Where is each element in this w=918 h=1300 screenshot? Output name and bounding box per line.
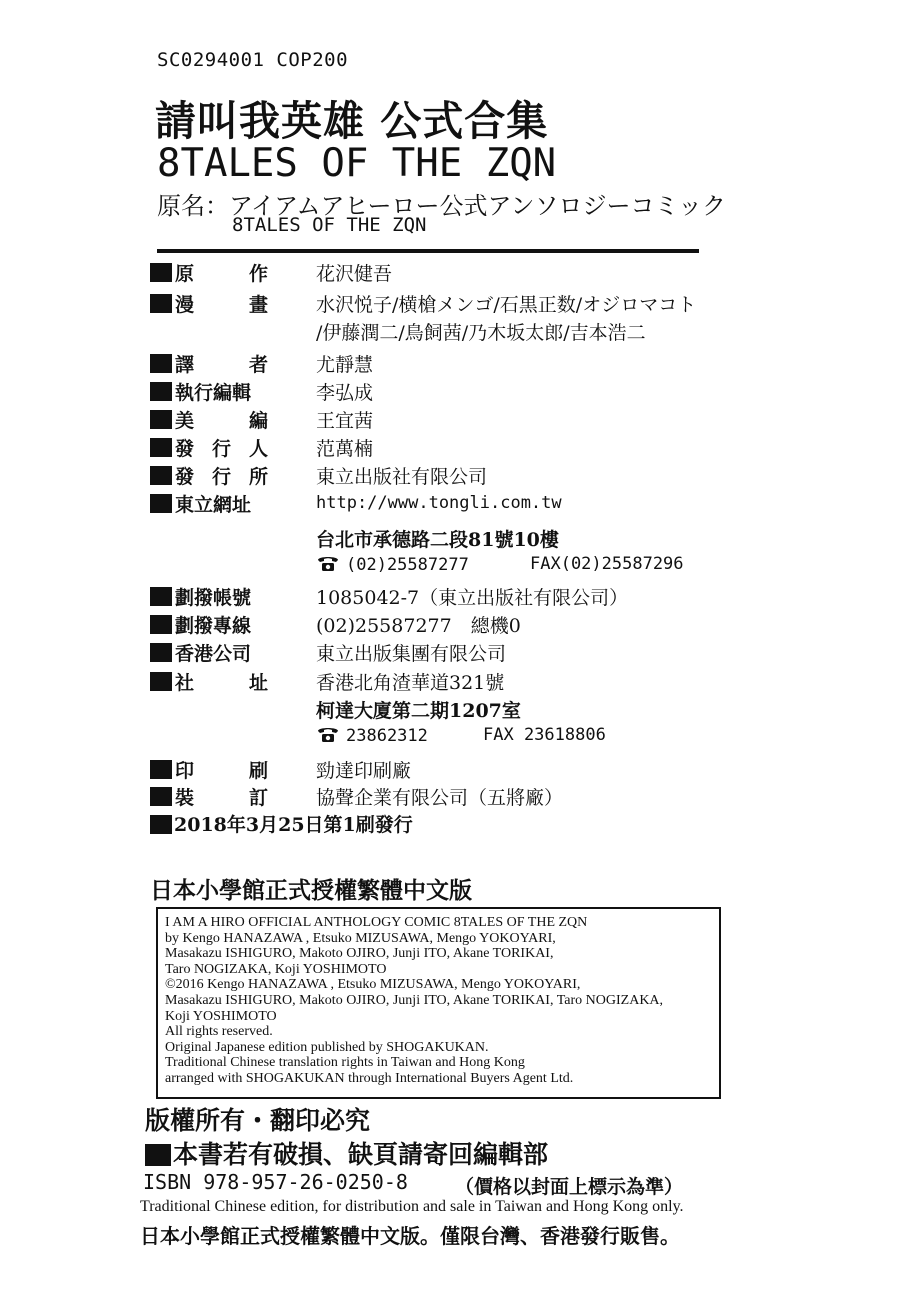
title-english: 8TALES OF THE ZQN <box>157 141 557 186</box>
original-subtitle: 8TALES OF THE ZQN <box>232 214 427 236</box>
bullet-square <box>150 438 172 457</box>
copyright-line: Original Japanese edition published by SHOGAKUKAN. <box>165 1039 489 1055</box>
price-note: （價格以封面上標示為準） <box>455 1176 684 1198</box>
credit-value: 水沢悦子/横槍メンゴ/石黒正数/オジロマコト <box>316 294 697 316</box>
credit-value: 1085042-7（東立出版社有限公司） <box>316 587 629 609</box>
distribution-chinese: 日本小學館正式授權繁體中文版。僅限台灣、香港發行販售。 <box>140 1224 680 1248</box>
credit-value-continued: /伊藤潤二/鳥飼茜/乃木坂太郎/吉本浩二 <box>316 322 646 344</box>
credit-value: 協聲企業有限公司（五將廠） <box>316 787 564 809</box>
original-title: 原名：アイアムアヒーロー公式アンソロジーコミック <box>157 192 727 220</box>
bullet-square <box>150 382 172 401</box>
bullet-square <box>150 294 172 313</box>
fax-number: FAX(02)25587296 <box>530 554 684 574</box>
copyright-line: by Kengo HANAZAWA , Etsuko MIZUSAWA, Mengo YOKOYARI, <box>165 930 556 946</box>
bullet-square <box>150 672 172 691</box>
bullet-square <box>150 760 172 779</box>
bullet-square <box>145 1144 171 1166</box>
distribution-english: Traditional Chinese edition, for distribution and sale in Taiwan and Hong Kong only. <box>140 1198 684 1215</box>
credit-role: 劃撥專線 <box>175 615 252 637</box>
credit-role: 社 址 <box>175 672 268 694</box>
bullet-square <box>150 466 172 485</box>
credit-value: 王宜茜 <box>316 410 374 432</box>
copyright-line: I AM A HIRO OFFICIAL ANTHOLOGY COMIC 8TALES OF THE ZQN <box>165 915 588 930</box>
credit-value: 香港北角渣華道321號 <box>316 672 505 694</box>
address-line: 柯達大廈第二期1207室 <box>316 700 521 722</box>
credit-role: 美 編 <box>175 410 268 432</box>
bullet-square <box>150 815 172 834</box>
address-line: 台北市承德路二段81號10樓 <box>316 529 559 551</box>
bullet-square <box>150 354 172 373</box>
credit-value: 東立出版集團有限公司 <box>316 643 507 665</box>
fax-number: FAX 23618806 <box>483 725 606 745</box>
phone-line <box>316 553 684 575</box>
credit-role: 東立網址 <box>175 494 252 516</box>
license-heading: 日本小學館正式授權繁體中文版 <box>150 877 472 904</box>
bullet-square <box>150 263 172 282</box>
copyright-line: Taro NOGIZAKA, Koji YOSHIMOTO <box>165 961 387 977</box>
credit-value: 東立出版社有限公司 <box>316 466 488 488</box>
credit-value: 尤靜慧 <box>316 354 374 376</box>
credit-value: 勁達印刷廠 <box>316 760 412 782</box>
bullet-square <box>150 643 172 662</box>
header-rule <box>157 249 699 253</box>
phone-line <box>316 724 606 746</box>
bullet-square <box>150 787 172 806</box>
first-print-text: 2018年3月25日第1刷發行 <box>174 814 413 836</box>
telephone-icon <box>316 725 340 743</box>
copyright-line: Masakazu ISHIGURO, Makoto OJIRO, Junji ITO, Akane TORIKAI, <box>165 946 554 962</box>
phone-number: (02)25587277 <box>346 555 469 575</box>
return-notice <box>145 1135 548 1171</box>
copyright-line: ©2016 Kengo HANAZAWA , Etsuko MIZUSAWA, Mengo YOKOYARI, <box>165 977 581 993</box>
first-print-line <box>150 810 413 837</box>
bullet-square <box>150 494 172 513</box>
credit-value: http://www.tongli.com.tw <box>316 493 562 513</box>
credit-role: 發 行 人 <box>175 438 268 460</box>
telephone-icon <box>316 554 340 572</box>
credit-role: 漫 畫 <box>175 294 268 316</box>
credit-value: 李弘成 <box>316 382 374 404</box>
credit-role: 發 行 所 <box>175 466 268 488</box>
phone-number: 23862312 <box>346 726 428 746</box>
copyright-box <box>156 907 721 1099</box>
copyright-line: arranged with SHOGAKUKAN through International Buyers Agent Ltd. <box>165 1070 574 1086</box>
credit-role: 劃撥帳號 <box>175 587 252 609</box>
credit-role: 香港公司 <box>175 643 252 665</box>
bullet-square <box>150 410 172 429</box>
credit-role: 原 作 <box>175 263 268 285</box>
bullet-square <box>150 587 172 606</box>
bullet-square <box>150 615 172 634</box>
isbn: ISBN 978-957-26-0250-8 <box>143 1170 408 1194</box>
credit-role: 執行編輯 <box>175 382 252 404</box>
title-chinese: 請叫我英雄 公式合集 <box>155 97 549 145</box>
return-notice-text: 本書若有破損、缺頁請寄回編輯部 <box>173 1140 549 1169</box>
credit-role: 裝 訂 <box>175 787 268 809</box>
credit-role: 譯 者 <box>175 354 268 376</box>
credit-value: (02)25587277 總機0 <box>316 615 521 637</box>
credit-role: 印 刷 <box>175 760 268 782</box>
copyright-line: Masakazu ISHIGURO, Makoto OJIRO, Junji ITO, Akane TORIKAI, Taro NOGIZAKA, <box>165 992 664 1008</box>
copyright-line: Traditional Chinese translation rights in Taiwan and Hong Kong <box>165 1055 525 1071</box>
copyright-line: Koji YOSHIMOTO <box>165 1008 277 1024</box>
rights-notice: 版權所有・翻印必究 <box>145 1106 371 1135</box>
credit-value: 花沢健吾 <box>316 263 393 285</box>
catalog-code: SC0294001 COP200 <box>157 49 349 71</box>
credit-value: 范萬楠 <box>316 438 374 460</box>
copyright-line: All rights reserved. <box>165 1024 273 1040</box>
